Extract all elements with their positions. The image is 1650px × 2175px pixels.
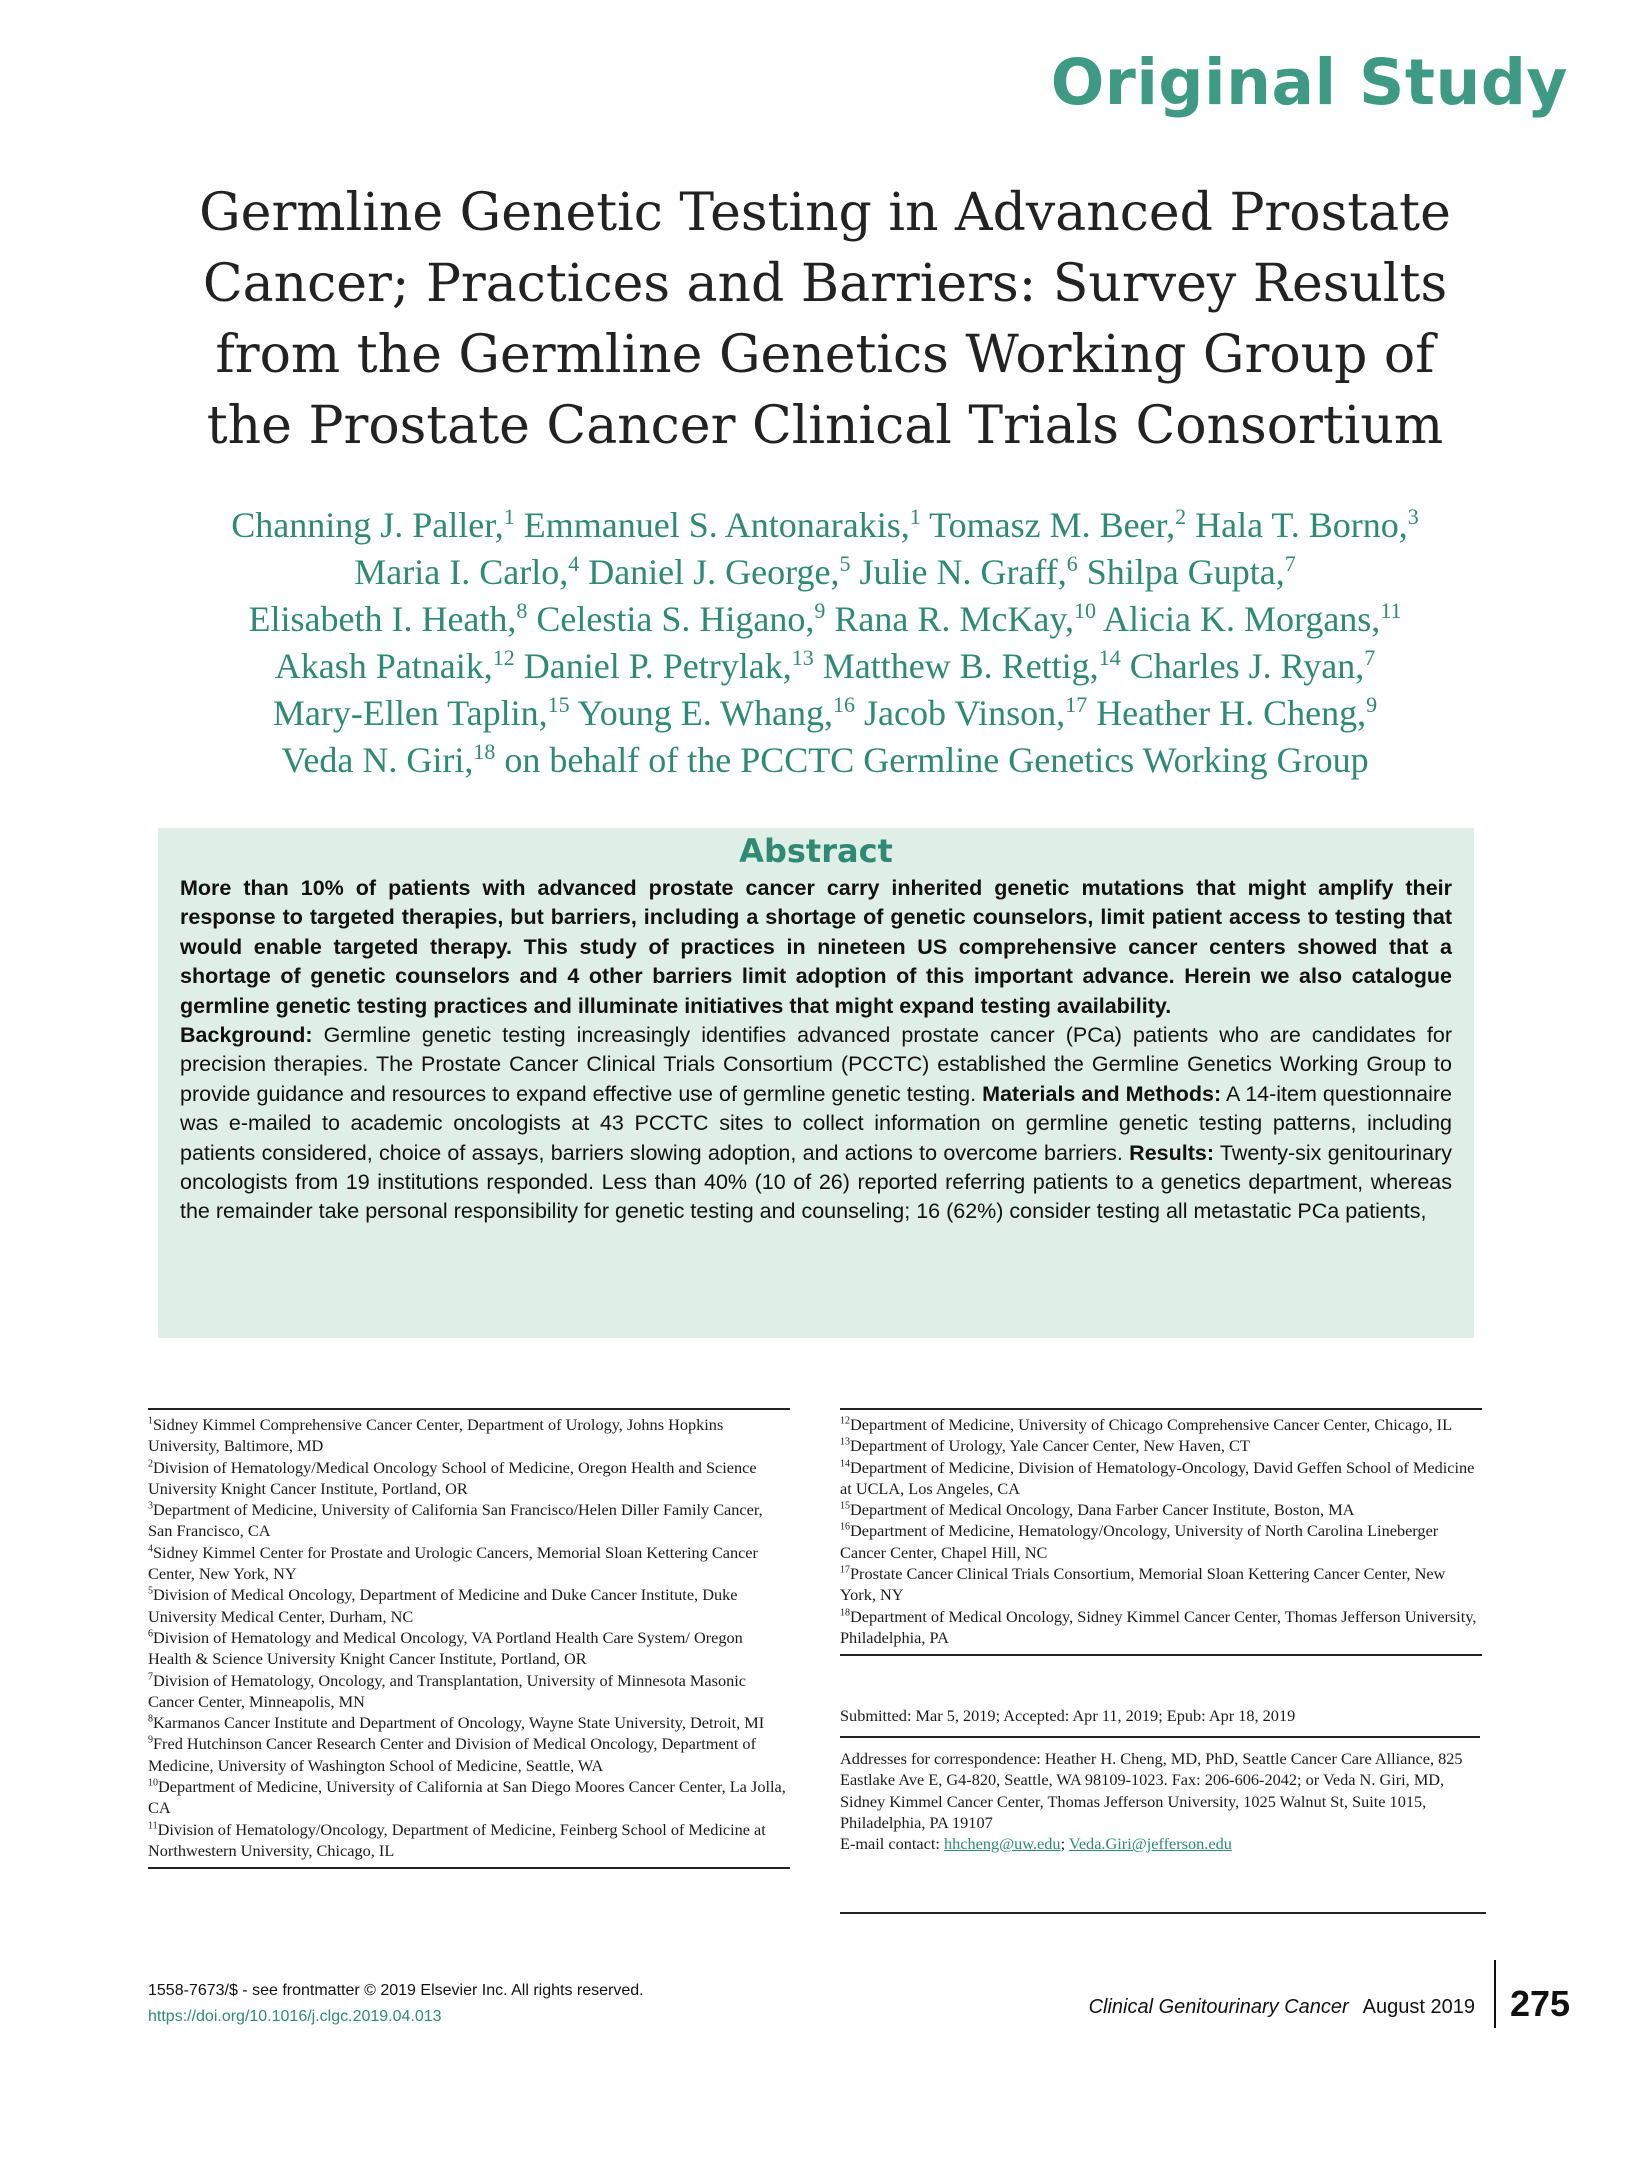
affiliation-marker: 1	[503, 504, 515, 529]
affiliation-number: 5	[148, 1585, 153, 1597]
background-text: Germline genetic testing increasingly identifies advanced prostate cancer (PCa) patients who are candidates for precision therapies. The Prostate Cancer Clinical Trials Consortium (PCCTC) established the Germline Genetics Working Group to provide guidance and resources to expand effective use of germline genetic testing.	[180, 1023, 1452, 1106]
divider	[840, 1408, 1482, 1410]
affiliation-number: 4	[148, 1543, 153, 1555]
affiliation-number: 9	[148, 1735, 153, 1747]
author-name: Matthew B. Rettig,	[822, 646, 1099, 686]
affiliation-number: 6	[148, 1628, 153, 1640]
author-name: Channing J. Paller,	[231, 505, 504, 545]
affiliation-marker: 13	[791, 645, 814, 670]
author-name: Heather H. Cheng,	[1096, 693, 1367, 733]
affiliation-marker: 6	[1066, 551, 1078, 576]
affiliation-text: Department of Medicine, University of California San Francisco/Helen Diller Family Cancer, San Francisco, CA	[148, 1500, 763, 1541]
results-text: Twenty-six genitourinary oncologists from 19 institutions responded. Less than 40% (10 of 26) reported referring patients to a genetics department, whereas the remainder take personal responsibility for genetic testing and counseling; 16 (62%) consider testing all metastatic PCa patients,	[180, 1140, 1452, 1224]
author-name: Charles J. Ryan,	[1129, 646, 1365, 686]
affiliation-marker: 14	[1098, 645, 1121, 670]
author-line	[140, 737, 1510, 784]
affiliation-item	[148, 1712, 790, 1733]
affiliation-item	[148, 1627, 790, 1670]
affiliation-number: 15	[840, 1500, 850, 1512]
affiliation-item	[840, 1520, 1482, 1563]
affiliation-text: Sidney Kimmel Center for Prostate and Urologic Cancers, Memorial Sloan Kettering Cancer Center, New York, NY	[148, 1542, 758, 1584]
author-name: Elisabeth I. Heath,	[248, 599, 517, 639]
background-label: Background:	[180, 1023, 313, 1048]
section-label: Original Study	[1050, 46, 1568, 119]
correspondence	[840, 1748, 1486, 1914]
journal-name: Clinical Genitourinary Cancer	[1088, 1996, 1349, 2018]
affiliation-number: 18	[840, 1607, 850, 1619]
affiliation-marker: 8	[516, 598, 528, 623]
divider	[840, 1912, 1486, 1914]
affiliation-marker: 18	[473, 739, 496, 764]
affiliation-number: 10	[148, 1777, 158, 1789]
affiliation-item	[148, 1457, 790, 1500]
email-link-cheng[interactable]: hhcheng@uw.edu	[943, 1834, 1061, 1854]
affiliation-marker: 3	[1407, 504, 1419, 529]
affiliation-text: Division of Medical Oncology, Department of Medicine and Duke Cancer Institute, Duke University Medical Center, Durham, NC	[148, 1585, 738, 1626]
author-name: Mary-Ellen Taplin,	[272, 693, 548, 733]
divider	[148, 1408, 790, 1410]
affiliation-marker: 5	[839, 551, 851, 576]
affiliation-text: Karmanos Cancer Institute and Department of Oncology, Wayne State University, Detroit, MI	[153, 1713, 765, 1733]
affiliation-marker: 17	[1065, 692, 1088, 717]
abstract-lead: More than 10% of patients with advanced prostate cancer carry inherited genetic mutations that might amplify their response to targeted therapies, but barriers, including a shortage of genetic counselors, limit patient access to testing that would enable targeted therapy. This study of practices in nineteen US comprehensive cancer centers showed that a shortage of genetic counselors and 4 other barriers limit adoption of this important advance. Herein we also catalogue germline genetic testing practices and illuminate initiatives that might expand testing availability.	[180, 876, 1452, 1018]
affiliation-item	[148, 1733, 790, 1776]
author-name: Young E. Whang,	[577, 693, 834, 733]
affiliation-text: Division of Hematology/Oncology, Department of Medicine, Feinberg School of Medicine at Northwestern University, Chicago, IL	[148, 1819, 766, 1860]
affiliation-item	[840, 1563, 1482, 1606]
affiliation-number: 16	[840, 1522, 850, 1534]
affiliation-number: 8	[148, 1713, 153, 1725]
journal-info	[1089, 1996, 1475, 2019]
affiliation-number: 11	[148, 1820, 158, 1832]
affiliation-text: Department of Medicine, Hematology/Oncology, University of North Carolina Lineberger Cancer Center, Chapel Hill, NC	[840, 1521, 1439, 1562]
copyright-text: 1558-7673/$ - see frontmatter © 2019 Elsevier Inc. All rights reserved.	[148, 1982, 644, 1999]
author-list	[140, 502, 1510, 784]
affiliation-item	[148, 1584, 790, 1627]
affiliation-number: 1	[148, 1415, 153, 1427]
affiliation-number: 7	[148, 1671, 153, 1683]
title-line: Cancer; Practices and Barriers: Survey Results	[202, 254, 1448, 314]
abstract-body	[180, 874, 1452, 1227]
author-name: Emmanuel S. Antonarakis,	[523, 505, 910, 545]
affiliation-text: Department of Medicine, University of California at San Diego Moores Cancer Center, La Jolla, CA	[148, 1777, 786, 1818]
affiliation-marker: 4	[568, 551, 580, 576]
affiliation-number: 17	[840, 1564, 850, 1576]
affiliation-number: 3	[148, 1500, 153, 1512]
affiliation-marker: 12	[492, 645, 515, 670]
affiliation-text: Department of Medical Oncology, Sidney Kimmel Cancer Center, Thomas Jefferson University, Philadelphia, PA	[840, 1606, 1477, 1647]
affiliation-text: Sidney Kimmel Comprehensive Cancer Center, Department of Urology, Johns Hopkins University, Baltimore, MD	[148, 1415, 724, 1456]
abstract-heading: Abstract	[739, 832, 893, 870]
title-line: Germline Genetic Testing in Advanced Prostate	[199, 183, 1451, 243]
affiliation-number: 12	[840, 1415, 850, 1427]
title-line: from the Germline Genetics Working Group of	[215, 325, 1435, 385]
affiliation-list	[840, 1414, 1482, 1648]
author-name: Celestia S. Higano,	[536, 599, 815, 639]
author-name: Akash Patnaik,	[274, 646, 493, 686]
affiliation-number: 14	[840, 1458, 850, 1470]
author-name: on behalf of the PCCTC Germline Genetics Working Group	[504, 740, 1369, 780]
author-name: Julie N. Graff,	[859, 552, 1067, 592]
affiliation-marker: 10	[1074, 598, 1096, 623]
author-name: Rana R. McKay,	[834, 599, 1074, 639]
affiliation-text: Division of Hematology/Medical Oncology School of Medicine, Oregon Health and Science University Knight Cancer Institute, Portland, OR	[148, 1457, 757, 1498]
author-name: Shilpa Gupta,	[1086, 552, 1285, 592]
affiliation-marker: 11	[1380, 598, 1402, 623]
author-name: Daniel J. George,	[588, 552, 840, 592]
author-name: Tomasz M. Beer,	[929, 505, 1176, 545]
affiliation-text: Department of Medicine, Division of Hematology-Oncology, David Geffen School of Medicine at UCLA, Los Angeles, CA	[840, 1457, 1475, 1498]
affiliation-marker: 9	[1366, 692, 1378, 717]
divider	[840, 1654, 1482, 1656]
affiliation-item	[148, 1776, 790, 1819]
author-name: Veda N. Giri,	[281, 740, 474, 780]
results-label: Results:	[1129, 1140, 1214, 1165]
title-line: the Prostate Cancer Clinical Trials Consortium	[206, 396, 1444, 456]
affiliation-item	[840, 1499, 1482, 1520]
author-name: Maria I. Carlo,	[354, 552, 569, 592]
affiliation-item	[840, 1414, 1482, 1435]
affiliation-text: Division of Hematology and Medical Oncology, VA Portland Health Care System/ Oregon Health & Science University Knight Cancer Institute, Portland, OR	[148, 1627, 743, 1669]
divider	[148, 1867, 790, 1869]
affiliation-item	[840, 1435, 1482, 1456]
affiliations-left	[148, 1408, 790, 1869]
affiliation-marker: 9	[814, 598, 826, 623]
affiliation-item	[840, 1606, 1482, 1649]
author-name: Alicia K. Morgans,	[1103, 599, 1381, 639]
affiliation-list	[148, 1414, 790, 1861]
methods-label: Materials and Methods:	[982, 1081, 1222, 1106]
affiliation-number: 2	[148, 1458, 153, 1470]
email-label: E-mail contact:	[840, 1834, 944, 1854]
affiliation-item	[148, 1542, 790, 1585]
affiliation-marker: 16	[833, 692, 856, 717]
affiliation-item	[148, 1499, 790, 1542]
affiliation-text: Department of Medicine, University of Chicago Comprehensive Cancer Center, Chicago, IL	[850, 1415, 1453, 1434]
footer-divider	[1494, 1960, 1496, 2028]
dates-text: Submitted: Mar 5, 2019; Accepted: Apr 11, 2019; Epub: Apr 18, 2019	[840, 1706, 1296, 1725]
author-line	[140, 549, 1510, 596]
email-line	[840, 1833, 1486, 1854]
methods-text: A 14-item questionnaire was e-mailed to academic oncologists at 43 PCCTC sites to collect information on germline genetic testing patterns, including patients considered, choice of assays, barriers slowing adoption, and actions to overcome barriers.	[180, 1081, 1452, 1165]
author-name: Daniel P. Petrylak,	[523, 646, 792, 686]
affiliation-text: Division of Hematology, Oncology, and Transplantation, University of Minnesota Masonic Cancer Center, Minneapolis, MN	[148, 1670, 746, 1711]
doi-link[interactable]: https://doi.org/10.1016/j.clgc.2019.04.013	[148, 2008, 442, 2025]
affiliation-item	[840, 1457, 1482, 1500]
affiliation-marker: 1	[909, 504, 921, 529]
affiliation-marker: 2	[1175, 504, 1187, 529]
copyright-block	[148, 1978, 644, 2030]
affiliation-text: Department of Medical Oncology, Dana Farber Cancer Institute, Boston, MA	[850, 1500, 1355, 1520]
abstract-box	[158, 828, 1474, 1338]
affiliations-right	[840, 1408, 1482, 1656]
email-link-giri[interactable]: Veda.Giri@jefferson.edu	[1068, 1834, 1232, 1854]
affiliation-text: Fred Hutchinson Cancer Research Center and Division of Medical Oncology, Department of Medicine, University of Washington School of Medicine, Seattle, WA	[148, 1734, 756, 1775]
affiliation-item	[148, 1819, 790, 1862]
author-name: Jacob Vinson,	[864, 693, 1066, 733]
affiliation-marker: 7	[1364, 645, 1376, 670]
affiliation-item	[148, 1670, 790, 1713]
article-title	[150, 178, 1500, 462]
affiliation-marker: 15	[547, 692, 570, 717]
author-line	[140, 643, 1510, 690]
correspondence-text: Addresses for correspondence: Heather H. Cheng, MD, PhD, Seattle Cancer Care Alliance, 825 Eastlake Ave E, G4-820, Seattle, WA 98109-1023. Fax: 206-606-2042; or Veda N. Giri, MD, Sidney Kimmel Cancer Center, Thomas Jefferson University, 1025 Walnut St, Suite 1015, Philadelphia, PA 19107	[840, 1749, 1463, 1832]
submission-dates	[840, 1706, 1480, 1738]
affiliation-marker: 7	[1284, 551, 1296, 576]
issue-date: August 2019	[1362, 1996, 1475, 2018]
divider	[840, 1736, 1480, 1738]
author-line	[140, 690, 1510, 737]
affiliation-number: 13	[840, 1436, 850, 1448]
author-line	[140, 596, 1510, 643]
affiliation-item	[148, 1414, 790, 1457]
page-number: 275	[1510, 1983, 1571, 2024]
author-name: Hala T. Borno,	[1195, 505, 1408, 545]
affiliation-text: Department of Urology, Yale Cancer Center, New Haven, CT	[850, 1436, 1250, 1456]
email-separator: ;	[1060, 1834, 1069, 1854]
affiliation-text: Prostate Cancer Clinical Trials Consortium, Memorial Sloan Kettering Cancer Center, New York, NY	[840, 1564, 1446, 1605]
author-line	[140, 502, 1510, 549]
